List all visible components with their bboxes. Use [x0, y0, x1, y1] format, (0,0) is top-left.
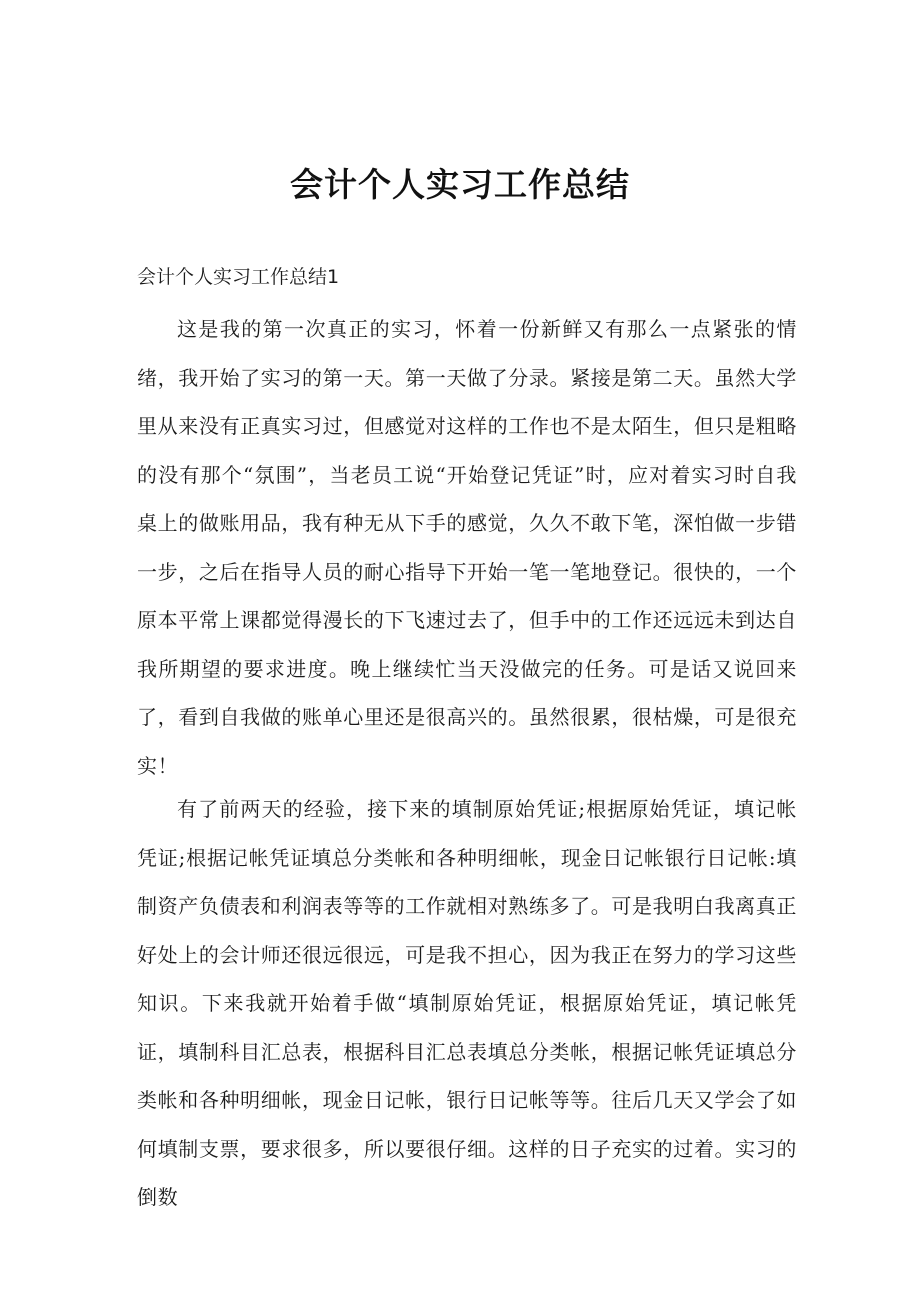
document-title: 会计个人实习工作总结	[290, 165, 630, 204]
body-paragraph-1: 这是我的第一次真正的实习，怀着一份新鲜又有那么一点紧张的情绪，我开始了实习的第一天。第一天做了分录。紧接是第二天。虽然大学里从来没有正真实习过，但感觉对这样的工作也不是太陌生，但只是粗略的没有那个“氛围”，当老员工说“开始登记凭证”时，应对着实习时自我桌上的做账用品，我有种无从下手的感觉，久久不敢下笔，深怕做一步错一步，之后在指导人员的耐心指导下开始一笔一笔地登记。很快的，一个原本平常上课都觉得漫长的下飞速过去了，但手中的工作还远远未到达自我所期望的要求进度。晚上继续忙当天没做完的任务。可是话又说回来了，看到自我做的账单心里还是很高兴的。虽然很累，很枯燥，可是很充实！	[137, 317, 797, 778]
body-paragraph-2: 有了前两天的经验，接下来的填制原始凭证;根据原始凭证，填记帐凭证;根据记帐凭证填总分类帐和各种明细帐，现金日记帐银行日记帐:填制资产负债表和利润表等等的工作就相对熟练多了。可是我明白我离真正好处上的会计师还很远很远，可是我不担心，因为我正在努力的学习这些知识。下来我就开始着手做“填制原始凭证，根据原始凭证，填记帐凭证，填制科目汇总表，根据科目汇总表填总分类帐，根据记帐凭证填总分类帐和各种明细帐，现金日记帐，银行日记帐等等。往后几天又学会了如何填制支票，要求很多，所以要很仔细。这样的日子充实的过着。实习的倒数	[137, 797, 797, 1209]
section-heading: 会计个人实习工作总结1	[137, 266, 340, 288]
